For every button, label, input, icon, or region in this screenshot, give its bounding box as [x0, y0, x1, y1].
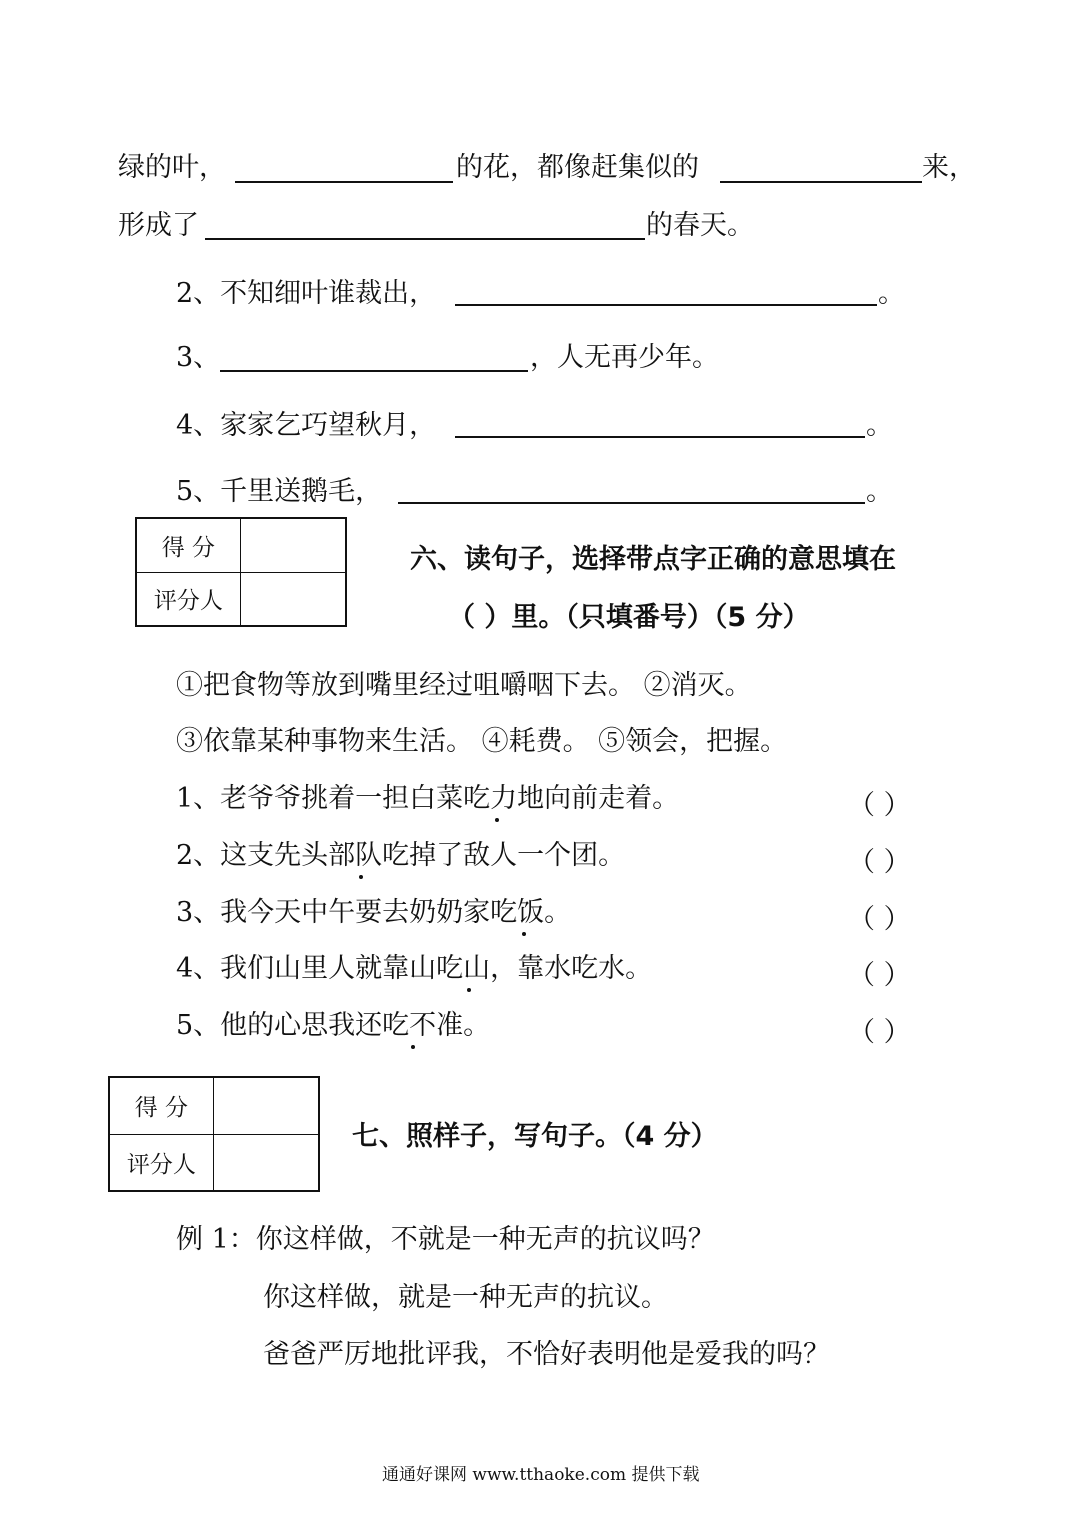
example-answer: 你这样做，就是一种无声的抗议。	[263, 1282, 668, 1313]
grader-label: 评分人	[109, 1134, 213, 1191]
practice-sentence: 爸爸严厉地批评我，不恰好表明他是爱我的吗？	[263, 1339, 830, 1370]
sentence-item: 4、我们山里人就靠山吃山，靠水吃水。	[176, 953, 653, 984]
grader-label: 评分人	[136, 572, 240, 626]
answer-blank[interactable]	[455, 436, 865, 438]
answer-blank[interactable]	[220, 370, 528, 372]
question-3-end: ，人无再少年。	[530, 342, 719, 373]
answer-paren[interactable]: （ ）	[848, 904, 911, 935]
question-2-end: 。	[878, 278, 905, 309]
question-5-text: 5、千里送鹅毛，	[176, 476, 383, 507]
emphasis-dot	[495, 818, 499, 822]
footer-credit: 通通好课网 www.tthaoke.com 提供下载	[382, 1465, 700, 1485]
answer-paren[interactable]: （ ）	[848, 790, 911, 821]
score-field[interactable]	[240, 518, 346, 572]
score-label: 得 分	[136, 518, 240, 572]
emphasis-dot	[411, 1045, 415, 1049]
poem-line2-part-b: 的春天。	[646, 210, 754, 241]
question-5-end: 。	[866, 476, 893, 507]
poem-line1-part-c: 来，	[922, 152, 976, 183]
question-3-text: 3、	[176, 342, 221, 373]
answer-blank[interactable]	[720, 181, 922, 183]
meaning-options-1: ①把食物等放到嘴里经过咀嚼咽下去。 ②消灭。	[176, 670, 752, 701]
section-6-title: 六、读句子，选择带点字正确的意思填在	[410, 544, 896, 575]
score-box	[108, 1076, 320, 1192]
example-sentence: 例 1：你这样做，不就是一种无声的抗议吗？	[176, 1224, 715, 1255]
answer-blank[interactable]	[455, 304, 877, 306]
question-4-end: 。	[866, 410, 893, 441]
question-2-text: 2、不知细叶谁裁出，	[176, 278, 437, 309]
answer-paren[interactable]: （ ）	[848, 847, 911, 878]
question-4-text: 4、家家乞巧望秋月，	[176, 410, 437, 441]
answer-blank[interactable]	[398, 502, 865, 504]
answer-blank[interactable]	[235, 181, 453, 183]
poem-line1-part-a: 绿的叶，	[118, 152, 226, 183]
sentence-item: 5、他的心思我还吃不准。	[176, 1010, 491, 1041]
score-field[interactable]	[213, 1077, 319, 1134]
poem-line2-part-a: 形成了	[118, 210, 199, 241]
poem-line1-part-b: 的花，都像赶集似的	[456, 152, 699, 183]
score-label: 得 分	[109, 1077, 213, 1134]
sentence-item: 1、老爷爷挑着一担白菜吃力地向前走着。	[176, 783, 680, 814]
grader-field[interactable]	[240, 572, 346, 626]
answer-blank[interactable]	[205, 238, 645, 240]
score-box	[135, 517, 347, 627]
answer-paren[interactable]: （ ）	[848, 1017, 911, 1048]
sentence-item: 2、这支先头部队吃掉了敌人一个团。	[176, 840, 626, 871]
answer-paren[interactable]: （ ）	[848, 960, 911, 991]
emphasis-dot	[359, 875, 363, 879]
emphasis-dot	[522, 932, 526, 936]
emphasis-dot	[467, 988, 471, 992]
grader-field[interactable]	[213, 1134, 319, 1191]
section-7-title: 七、照样子，写句子。（4 分）	[352, 1121, 718, 1152]
section-6-title-cont: （ ）里。（只填番号）（5 分）	[448, 602, 810, 633]
sentence-item: 3、我今天中午要去奶奶家吃饭。	[176, 897, 572, 928]
meaning-options-2: ③依靠某种事物来生活。 ④耗费。 ⑤领会，把握。	[176, 726, 788, 757]
